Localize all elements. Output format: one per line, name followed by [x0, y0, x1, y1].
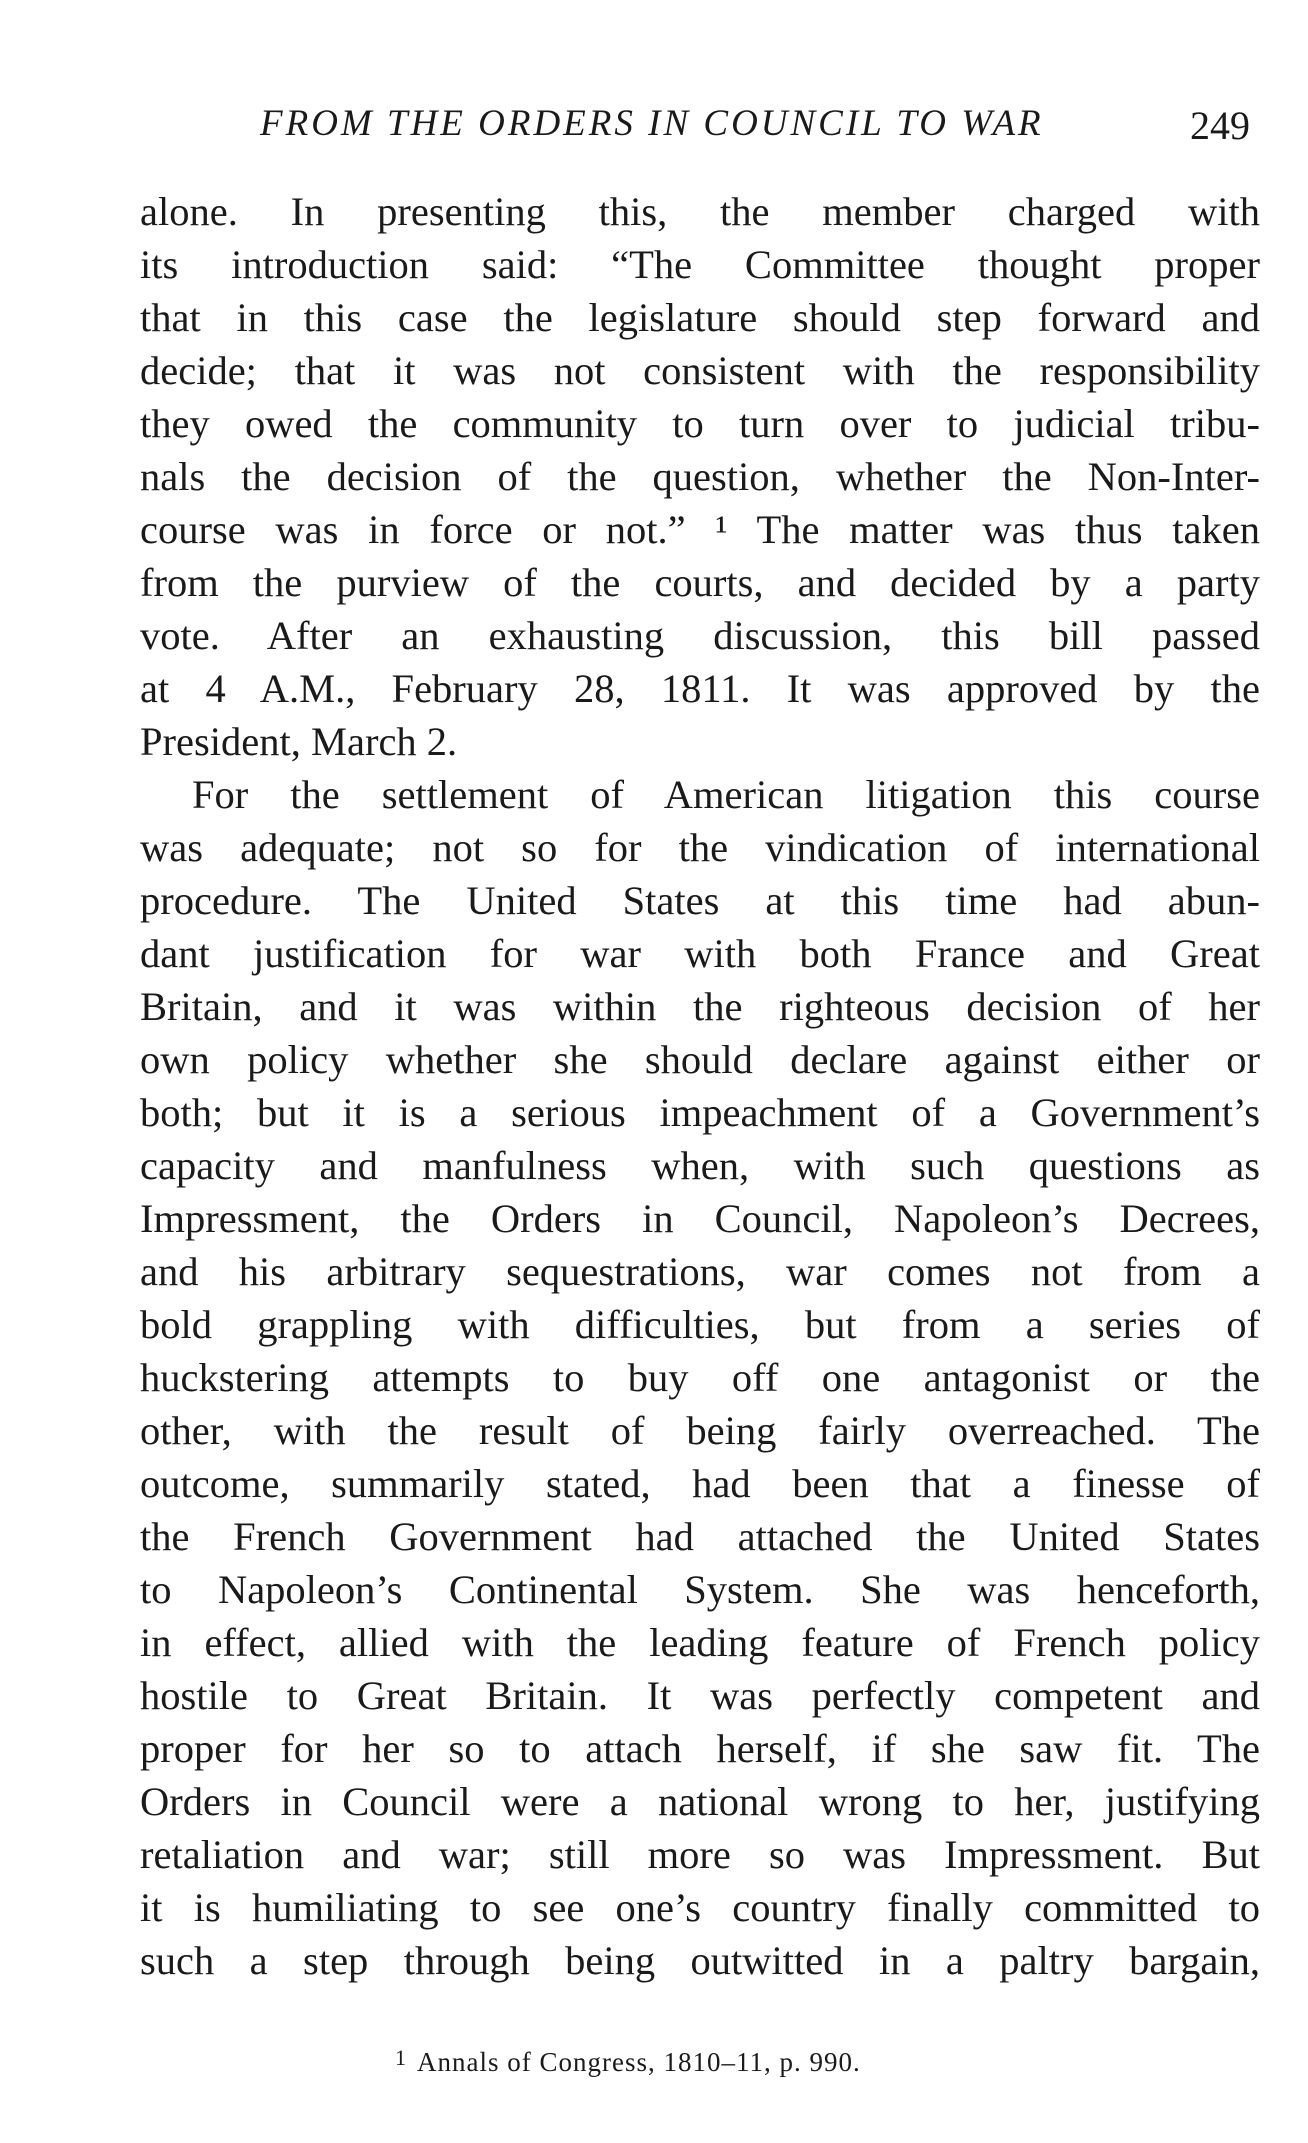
text-line: alone. In presenting this, the member charged with: [140, 189, 1260, 234]
text-line: such a step through being outwitted in a paltry bargain,: [140, 1938, 1260, 1983]
text-line: nals the decision of the question, whether the Non-Inter-: [140, 454, 1260, 499]
text-line: hostile to Great Britain. It was perfectly competent and: [140, 1673, 1260, 1718]
text-line: Britain, and it was within the righteous decision of her: [140, 984, 1260, 1029]
text-line: Orders in Council were a national wrong to her, justifying: [140, 1779, 1260, 1824]
page-number: 249: [1190, 103, 1250, 148]
text-line: bold grappling with difficulties, but from a series of: [140, 1302, 1260, 1347]
running-title: FROM THE ORDERS IN COUNCIL TO WAR: [260, 103, 1044, 144]
text-line: procedure. The United States at this time had abun-: [140, 878, 1260, 923]
text-line: Impressment, the Orders in Council, Napoleon’s Decrees,: [140, 1196, 1260, 1241]
text-line: capacity and manfulness when, with such questions as: [140, 1143, 1260, 1188]
paragraph-1: [140, 185, 1260, 768]
text-line: vote. After an exhausting discussion, this bill passed: [140, 613, 1260, 658]
text-line: own policy whether she should declare against either or: [140, 1037, 1260, 1082]
text-line: decide; that it was not consistent with the responsibility: [140, 348, 1260, 393]
text-line: both; but it is a serious impeachment of a Government’s: [140, 1090, 1260, 1135]
running-head: [140, 102, 1270, 152]
text-line: President, March 2.: [140, 719, 458, 764]
text-line: and his arbitrary sequestrations, war comes not from a: [140, 1249, 1260, 1294]
footnote-text: Annals of Congress, 1810–11, p. 990.: [417, 2047, 861, 2077]
footnote: [395, 2045, 861, 2078]
text-line: was adequate; not so for the vindication of international: [140, 825, 1260, 870]
footnote-marker: 1: [395, 2045, 407, 2070]
text-line: retaliation and war; still more so was Impressment. But: [140, 1832, 1260, 1877]
paragraph-2: [140, 768, 1260, 1987]
text-line: outcome, summarily stated, had been that a finesse of: [140, 1461, 1260, 1506]
text-line: from the purview of the courts, and decided by a party: [140, 560, 1260, 605]
text-line: its introduction said: “The Committee thought proper: [140, 242, 1260, 287]
text-line: the French Government had attached the United States: [140, 1514, 1260, 1559]
text-line: to Napoleon’s Continental System. She was henceforth,: [140, 1567, 1260, 1612]
text-line: For the settlement of American litigation this course: [192, 772, 1260, 817]
text-line: it is humiliating to see one’s country finally committed to: [140, 1885, 1260, 1930]
text-line: course was in force or not.” ¹ The matter was thus taken: [140, 507, 1260, 552]
text-line: they owed the community to turn over to judicial tribu-: [140, 401, 1260, 446]
text-line: proper for her so to attach herself, if she saw fit. The: [140, 1726, 1260, 1771]
text-line: that in this case the legislature should step forward and: [140, 295, 1260, 340]
text-line: at 4 A.M., February 28, 1811. It was approved by the: [140, 666, 1260, 711]
text-line: huckstering attempts to buy off one antagonist or the: [140, 1355, 1260, 1400]
text-line: in effect, allied with the leading feature of French policy: [140, 1620, 1260, 1665]
body-text: [140, 185, 1260, 1987]
text-line: other, with the result of being fairly overreached. The: [140, 1408, 1260, 1453]
text-line: dant justification for war with both France and Great: [140, 931, 1260, 976]
